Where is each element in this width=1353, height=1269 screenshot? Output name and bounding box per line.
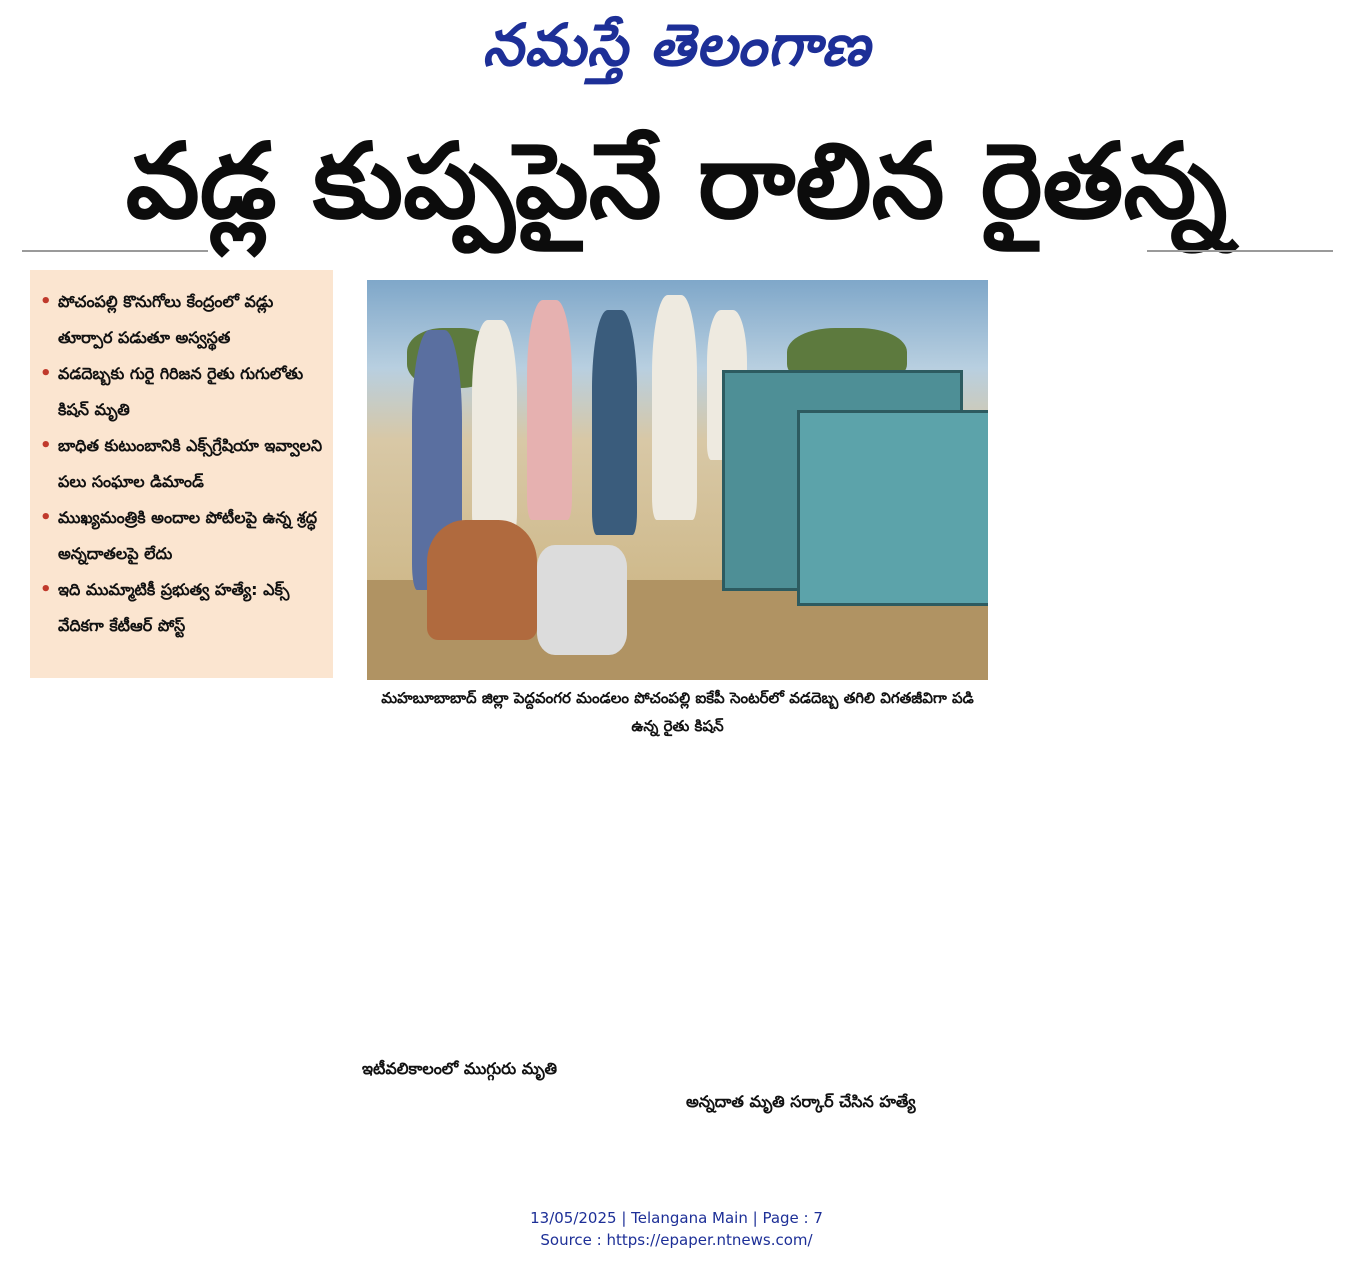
highlight-item: • పోచంపల్లి కొనుగోలు కేంద్రంలో వడ్లు తూర్పార పడుతూ అస్వస్థత [40, 284, 325, 356]
highlight-item: • వడదెబ్బకు గురై గిరిజన రైతు గుగులోతు కిషన్ మృతి [40, 356, 325, 428]
bullet-icon: • [40, 435, 52, 456]
page-footer [0, 1207, 1353, 1251]
highlight-item: • బాధిత కుటుంబానికి ఎక్స్‌గ్రేషియా ఇవ్వాలని పలు సంఘాల డిమాండ్ [40, 428, 325, 500]
article-column-3-continued [686, 1126, 988, 1186]
headline-rule-right [1147, 250, 1333, 252]
bullet-icon: • [40, 579, 52, 600]
bullet-icon: • [40, 291, 52, 312]
highlight-item: • ఇది ముమ్మాటికీ ప్రభుత్వ హత్యే: ఎక్స్ వేదికగా కేటీఆర్ పోస్ట్ [40, 572, 325, 644]
footer-date-edition: 13/05/2025 | Telangana Main | Page : 7 [530, 1209, 823, 1227]
bullet-icon: • [40, 363, 52, 384]
page-headline: వడ్ల కుప్పపైనే రాలిన రైతన్న [125, 120, 1228, 242]
section-subheading: ఇటీవలికాలంలో ముగ్గురు మృతి [362, 1059, 557, 1078]
article-column-3 [686, 765, 988, 1185]
photo-caption: మహబూబాబాద్ జిల్లా పెద్దవంగర మండలం పోచంపల్లి ఐకేపీ సెంటర్‌లో వడదెబ్బ తగిలి విగతజీవిగా పడి ఉన్న రైతు కిషన్ [381, 689, 974, 735]
article-column-2-continued [362, 1098, 664, 1186]
article-column-1 [38, 683, 333, 1183]
masthead-logo: నమస్తే తెలంగాణ [482, 11, 871, 79]
section-subheading: అన్నదాత మృతి సర్కార్ చేసిన హత్యే [686, 1092, 916, 1111]
highlights-box [30, 270, 333, 678]
highlight-item: • ముఖ్యమంత్రికి అందాల పోటీలపై ఉన్న శ్రద్ధ అన్నదాతలపై లేదు [40, 500, 325, 572]
footer-source-link[interactable]: Source : https://epaper.ntnews.com/ [540, 1231, 813, 1249]
article-column-4 [1017, 262, 1327, 1187]
bullet-icon: • [40, 507, 52, 528]
news-photo [367, 280, 988, 680]
headline-rule-left [22, 250, 208, 252]
